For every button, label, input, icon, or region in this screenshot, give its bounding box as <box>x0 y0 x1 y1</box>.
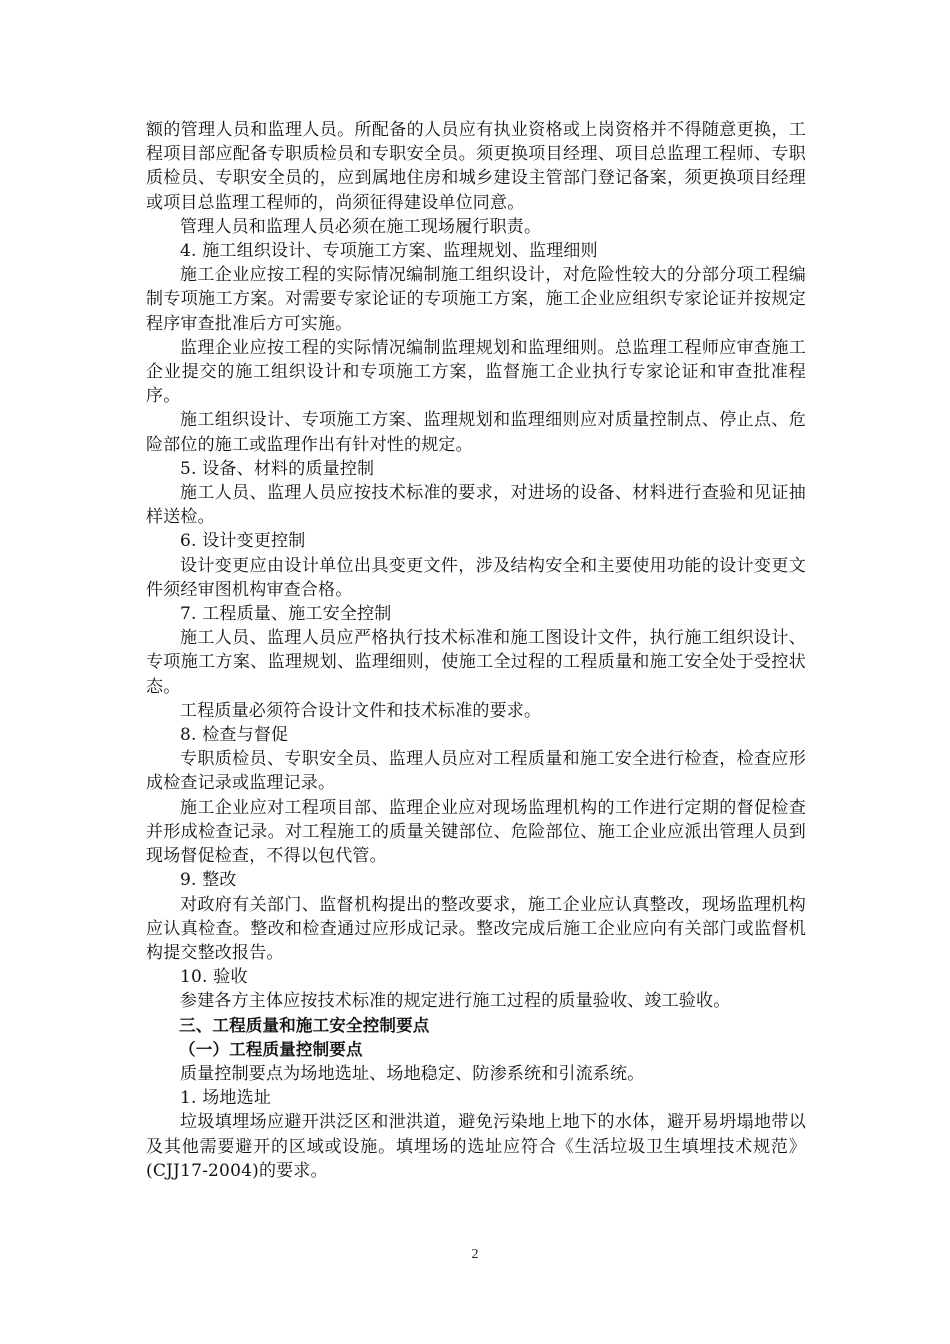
paragraph: 监理企业应按工程的实际情况编制监理规划和监理细则。总监理工程师应审查施工企业提交的施工组织设计和专项施工方案，监督施工企业执行专家论证和审查批准程序。 <box>146 337 806 407</box>
page-number: 2 <box>471 1247 479 1262</box>
paragraph: 施工人员、监理人员应按技术标准的要求，对进场的设备、材料进行查验和见证抽样送检。 <box>146 483 806 528</box>
paragraph: 额的管理人员和监理人员。所配备的人员应有执业资格或上岗资格并不得随意更换，工程项目部应配备专职质检员和专职安全员。须更换项目经理、项目总监理工程师、专职质检员、专职安全员的，应到属地住房和城乡建设主管部门登记备案，须更换项目经理或项目总监理工程师的，尚须征得建设单位同意。 <box>146 120 806 213</box>
paragraph: 专职质检员、专职安全员、监理人员应对工程质量和施工安全进行检查，检查应形成检查记录或监理记录。 <box>146 749 806 794</box>
paragraph: 施工企业应按工程的实际情况编制施工组织设计，对危险性较大的分部分项工程编制专项施工方案。对需要专家论证的专项施工方案，施工企业应组织专家论证并按规定程序审查批准后方可实施。 <box>146 265 806 334</box>
paragraph: 垃圾填埋场应避开洪泛区和泄洪道，避免污染地上地下的水体，避开易坍塌地带以及其他需要避开的区域或设施。填埋场的选址应符合《生活垃圾卫生填埋技术规范》(CJJ17-2004)的要求。 <box>146 1112 806 1181</box>
subsection-heading: 4. 施工组织设计、专项施工方案、监理规划、监理细则 <box>180 241 598 262</box>
body-text <box>146 118 806 1183</box>
subsection-heading: 9. 整改 <box>180 870 237 891</box>
paragraph: 质量控制要点为场地选址、场地稳定、防渗系统和引流系统。 <box>180 1063 645 1084</box>
paragraph: 设计变更应由设计单位出具变更文件，涉及结构安全和主要使用功能的设计变更文件须经审图机构审查合格。 <box>146 555 806 600</box>
subsection-heading: 1. 场地选址 <box>180 1088 272 1109</box>
subsection-heading: 6. 设计变更控制 <box>180 531 306 552</box>
section-heading: 三、工程质量和施工安全控制要点 <box>179 1015 430 1035</box>
paragraph: 工程质量必须符合设计文件和技术标准的要求。 <box>180 700 542 721</box>
subsection-heading: 5. 设备、材料的质量控制 <box>180 458 375 479</box>
paragraph: 施工人员、监理人员应严格执行技术标准和施工图设计文件，执行施工组织设计、专项施工方案、监理规划、监理细则，使施工全过程的工程质量和施工安全处于受控状态。 <box>146 628 806 697</box>
paragraph: 施工组织设计、专项施工方案、监理规划和监理细则应对质量控制点、停止点、危险部位的施工或监理作出有针对性的规定。 <box>146 410 806 455</box>
section-subheading: （一）工程质量控制要点 <box>179 1039 363 1059</box>
subsection-heading: 10. 验收 <box>180 967 248 988</box>
paragraph: 对政府有关部门、监督机构提出的整改要求，施工企业应认真整改，现场监理机构应认真检查。整改和检查通过应形成记录。整改完成后施工企业应向有关部门或监督机构提交整改报告。 <box>146 894 806 963</box>
subsection-heading: 8. 检查与督促 <box>180 725 289 746</box>
paragraph: 施工企业应对工程项目部、监理企业应对现场监理机构的工作进行定期的督促检查并形成检查记录。对工程施工的质量关键部位、危险部位、施工企业应派出管理人员到现场督促检查，不得以包代管。 <box>146 797 806 867</box>
paragraph: 参建各方主体应按技术标准的规定进行施工过程的质量验收、竣工验收。 <box>180 991 731 1012</box>
subsection-heading: 7. 工程质量、施工安全控制 <box>180 604 392 625</box>
paragraph: 管理人员和监理人员必须在施工现场履行职责。 <box>180 216 542 237</box>
